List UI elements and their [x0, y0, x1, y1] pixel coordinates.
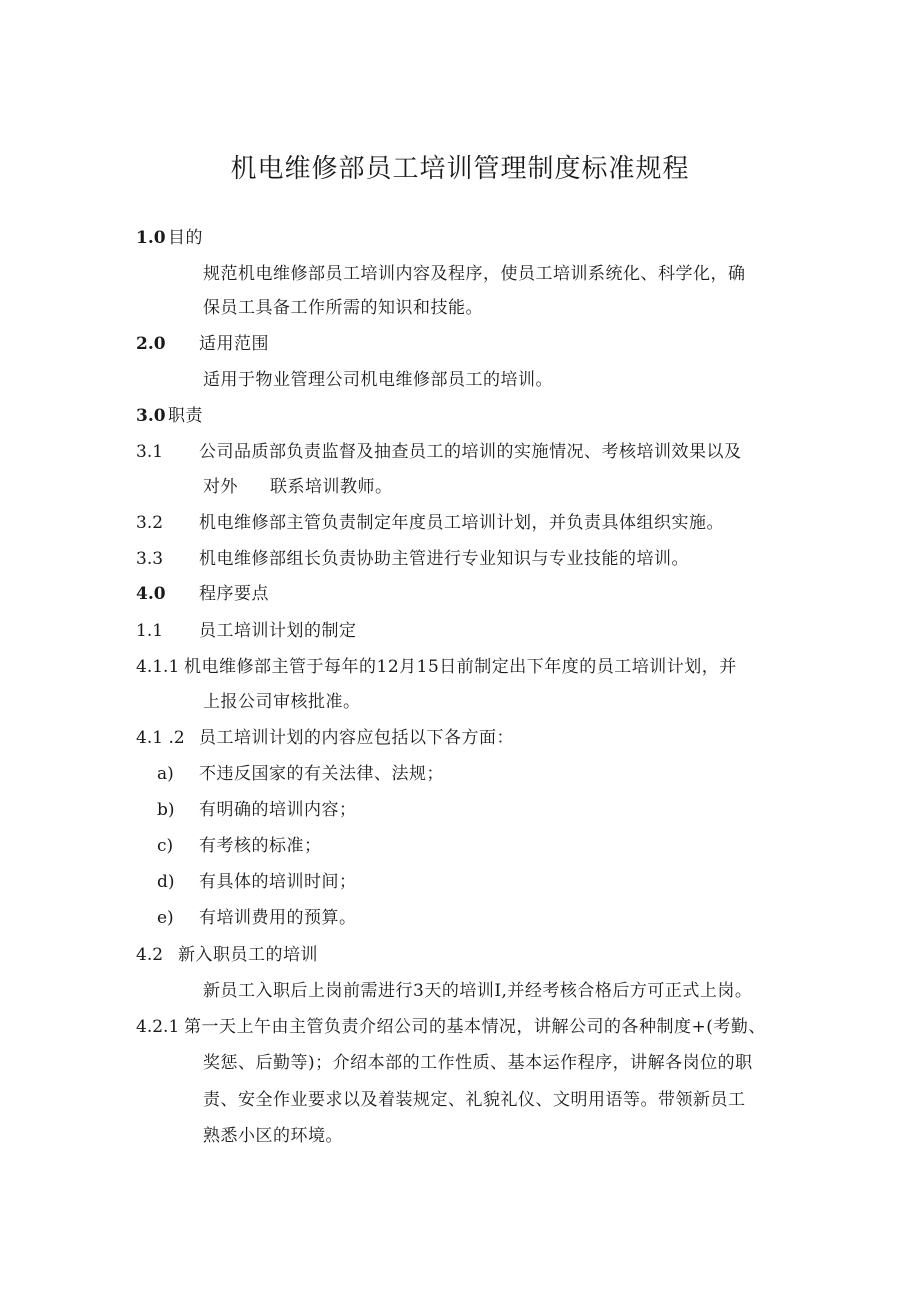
- section-number: 3.0: [136, 406, 166, 426]
- paragraph-line: 员工培训计划的内容应包括以下各方面：: [199, 728, 514, 748]
- paragraph-line: 第一天上午由主管负责介绍公司的基本情况，讲解公司的各种制度+(考勤、: [184, 1017, 766, 1037]
- item-number: 4.2: [136, 945, 164, 965]
- list-item: 有考核的标准；: [199, 836, 322, 856]
- list-item: 有培训费用的预算。: [199, 908, 357, 928]
- section-number: 4.0: [136, 584, 166, 604]
- item-number: 3.1: [136, 442, 164, 462]
- paragraph-line: 机电维修部主管于每年的12月15日前制定出下年度的员工培训计划，并: [184, 657, 737, 677]
- paragraph-line: 员工培训计划的制定: [199, 621, 357, 641]
- item-number: 4.2.1: [136, 1017, 180, 1037]
- list-item-label: d): [157, 872, 175, 892]
- paragraph-line: 机电维修部组长负责协助主管进行专业知识与专业技能的培训。: [199, 549, 689, 569]
- paragraph-line: 熟悉小区的环境。: [203, 1126, 343, 1146]
- list-item-label: e): [157, 908, 174, 928]
- section-number: 1.0: [136, 228, 166, 248]
- section-heading: 目的: [168, 228, 203, 248]
- document-title: 机电维修部员工培训管理制度标准规程: [230, 154, 690, 184]
- paragraph-line: 对外: [203, 477, 238, 497]
- section-heading: 适用范围: [199, 334, 269, 354]
- paragraph-line: 奖惩、后勤等)；介绍本部的工作性质、基本运作程序，讲解各岗位的职: [203, 1053, 753, 1073]
- item-number: 1.1: [136, 621, 164, 641]
- list-item: 不违反国家的有关法律、法规；: [199, 764, 444, 784]
- paragraph-line: 机电维修部主管负责制定年度员工培训计划，并负责具体组织实施。: [199, 513, 724, 533]
- paragraph-line: 规范机电维修部员工培训内容及程序，使员工培训系统化、科学化，确: [203, 264, 746, 284]
- paragraph-line: 新入职员工的培训: [178, 945, 318, 965]
- paragraph-line: 责、安全作业要求以及着装规定、礼貌礼仪、文明用语等。带领新员工: [203, 1090, 746, 1110]
- list-item-label: c): [157, 836, 174, 856]
- list-item-label: b): [157, 800, 175, 820]
- item-number: 3.3: [136, 549, 164, 569]
- list-item: 有具体的培训时间；: [199, 872, 357, 892]
- item-number: 4.1.1: [136, 657, 180, 677]
- paragraph-line: 保员工具备工作所需的知识和技能。: [203, 298, 483, 318]
- paragraph-line: 上报公司审核批准。: [203, 692, 361, 712]
- list-item: 有明确的培训内容；: [199, 800, 357, 820]
- paragraph-line: 新员工入职后上岗前需进行3天的培训I,并经考核合格后方可正式上岗。: [203, 981, 753, 1001]
- item-number: 4.1 .2: [136, 728, 185, 748]
- paragraph-line: 公司品质部负责监督及抽查员工的培训的实施情况、考核培训效果以及: [199, 442, 742, 462]
- list-item-label: a): [157, 764, 174, 784]
- item-number: 3.2: [136, 513, 164, 533]
- section-number: 2.0: [136, 334, 166, 354]
- paragraph-line: 适用于物业管理公司机电维修部员工的培训。: [203, 370, 553, 390]
- paragraph-line: 联系培训教师。: [270, 477, 393, 497]
- section-heading: 职责: [168, 406, 203, 426]
- section-heading: 程序要点: [199, 584, 269, 604]
